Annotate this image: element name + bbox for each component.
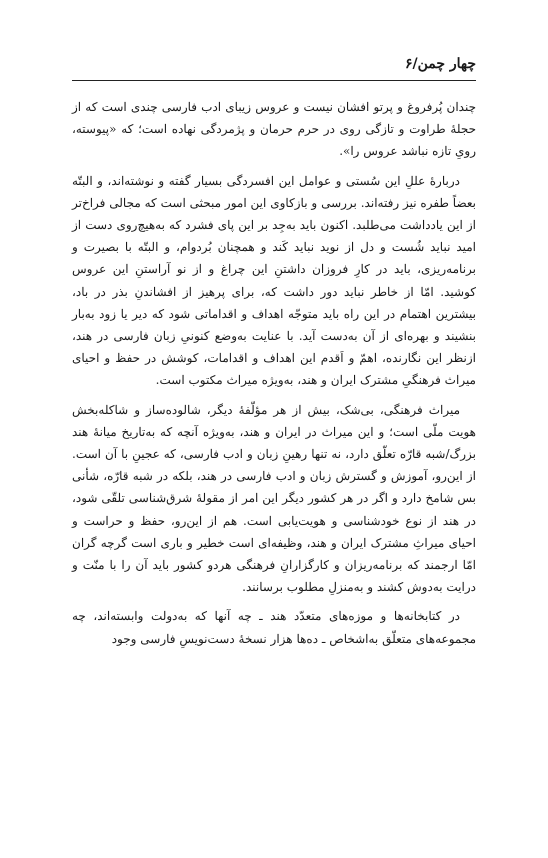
paragraph: میراث فرهنگی، بی‌شک، بیش از هر مؤلّفهٔ دیگر، شالوده‌ساز و شاکله‌بخش هویت ملّی است؛ و این میراث در ایران و هند، به‌ویژه آنچه که به‌تاریخ میانهٔ هند بزرگ/شبه قارّه تعلّق دارد، نه تنها رهینِ زبان و ادب فارسی، که عجینِ با آن است. از این‌رو، آموزش و گسترش زبان و ادب فارسی در هند، بلکه در شبه قارّه، شأنی بس شامخ دارد و اگر در هر کشور دیگر این امر از مقولهٔ شرق‌شناسی تلقّی شود، در هند از نوع خودشناسی و هویت‌یابی است. هم از این‌رو، حفظ و حراست و احیای میراثِ مشترک ایران و هند، وظیفه‌ای است خطیر و باری است گرچه گران امّا ارجمند که برنامه‌ریزان و کارگزارانِ فرهنگی هردو کشور باید آن را با منّت و درایت به‌دوش کشند و به‌منزلِ مطلوب برسانند. [72,402,476,595]
paragraph: چندان پُرفروغ و پرتو افشان نیست و عروس زیبای ادب فارسی چندی است که از حجلهٔ طراوت و تازگی روی در حرم حرمان و پژمردگی نهاده است؛ که «پیوسته، رویِ تازه نباشد عروس را». [72,100,476,159]
running-title: چهار چمن/۶ [404,56,476,72]
page-header [72,52,476,81]
paragraph: دربارهٔ عللِ این سُستی و عوامل این افسردگی بسیار گفته و نوشته‌اند، و البتّه بعضاً طفره نیز رفته‌اند. بررسی و بازکاوی این امور مبحثی است که مجالی فراخ‌تر از این یادداشت می‌طلبد. اکنون باید به‌جِد بر این پای فشرد که به‌هیچ‌روی دست از امید نباید شُست و دل از نوید نباید کَند و همچنان بُردوام، و البتّه با بصیرت و برنامه‌ریزی، باید در کارِ فروزان داشتنِ این چراغ و از نو آراستنِ این عروس کوشید. امّا از خاطر نباید دور داشت که، برای پرهیز از افشاندنِ بذر در باد، بیشترین اهتمام در این راه باید متوجّه اهداف و اقداماتی شود که دیر یا زود به‌بار بنشیند و بهره‌ای از آن به‌دست آید. با عنایت به‌وضع کنونیِ زبان فارسی در هند، ازنظر این نگارنده، اهمّ و اَقدم این اهداف و اقدامات، کوشش در حفظ و احیای میراث فرهنگیِ مشترک ایران و هند، به‌ویژه میراث مکتوب است. [72,173,476,388]
body-text [72,96,476,657]
paragraph: در کتابخانه‌ها و موزه‌های متعدّد هند ـ چه آنها که به‌دولت وابسته‌اند، چه مجموعه‌های متعلّق به‌اشخاص ـ ده‌ها هزار نسخهٔ دست‌نویسِ فارسی وجود [72,609,476,646]
